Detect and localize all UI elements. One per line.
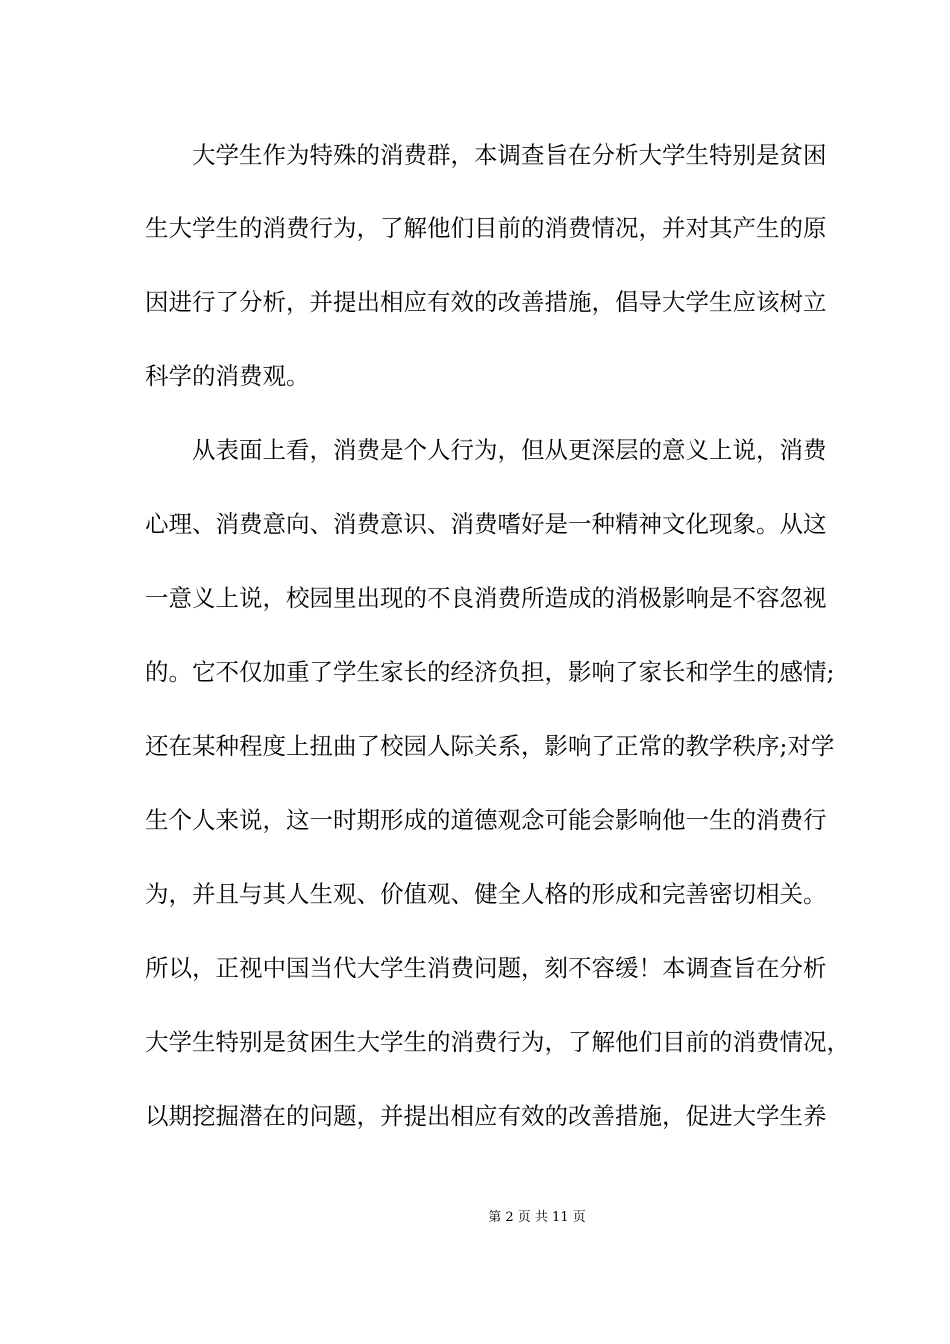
paragraph-2-line-9: 大学生特别是贫困生大学生的消费行为，了解他们目前的消费情况， [145, 1028, 850, 1056]
paragraph-2-line-3: 一意义上说，校园里出现的不良消费所造成的消极影响是不容忽视 [145, 584, 827, 612]
paragraph-2-line-4: 的。它不仅加重了学生家长的经济负担，影响了家长和学生的感情; [145, 658, 835, 686]
paragraph-2-line-1: 从表面上看，消费是个人行为，但从更深层的意义上说，消费 [145, 436, 827, 464]
paragraph-2-line-5: 还在某种程度上扭曲了校园人际关系，影响了正常的教学秩序;对学 [145, 732, 835, 760]
paragraph-2-line-8: 所以，正视中国当代大学生消费问题，刻不容缓！本调查旨在分析 [145, 954, 827, 982]
paragraph-1-line-3: 因进行了分析，并提出相应有效的改善措施，倡导大学生应该树立 [145, 288, 827, 316]
paragraph-1-line-4: 科学的消费观。 [145, 362, 310, 390]
paragraph-1-line-1: 大学生作为特殊的消费群，本调查旨在分析大学生特别是贫困 [145, 141, 827, 169]
page-number-footer: 第 2 页 共 11 页 [488, 1210, 586, 1225]
paragraph-1-line-2: 生大学生的消费行为，了解他们目前的消费情况，并对其产生的原 [145, 214, 827, 242]
paragraph-2-line-6: 生个人来说，这一时期形成的道德观念可能会影响他一生的消费行 [145, 806, 827, 834]
paragraph-2-line-7: 为，并且与其人生观、价值观、健全人格的形成和完善密切相关。 [145, 880, 827, 908]
paragraph-2-line-2: 心理、消费意向、消费意识、消费嗜好是一种精神文化现象。从这 [145, 510, 827, 538]
paragraph-2-line-10: 以期挖掘潜在的问题，并提出相应有效的改善措施，促进大学生养 [145, 1102, 827, 1130]
